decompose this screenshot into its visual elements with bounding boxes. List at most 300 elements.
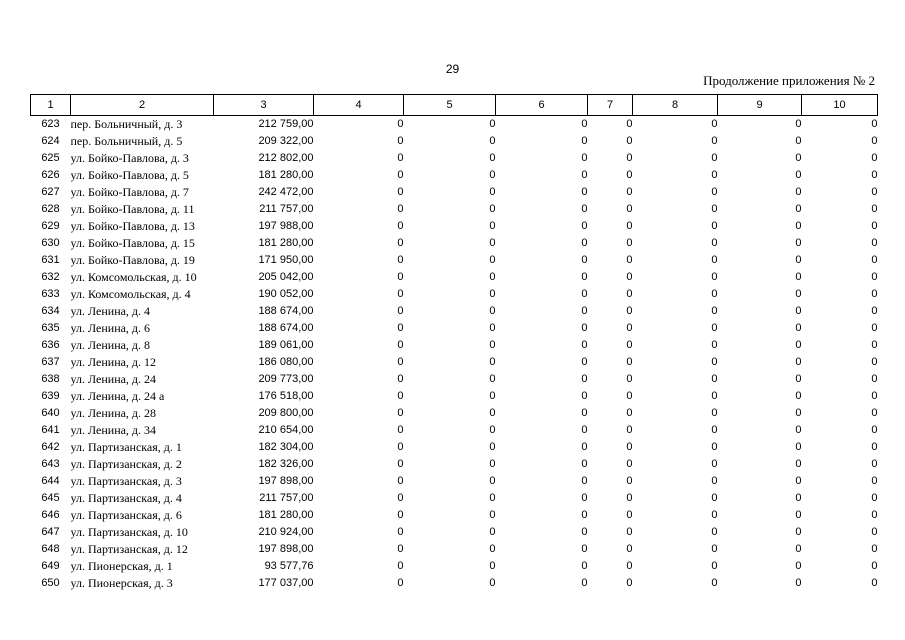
row-value-col-6: 0 <box>581 475 588 487</box>
row-sum: 212 759,00 <box>258 118 314 130</box>
row-sum: 209 322,00 <box>258 135 314 147</box>
row-value-col-8: 0 <box>711 424 718 436</box>
row-sum: 197 898,00 <box>258 543 314 555</box>
row-address: ул. Бойко-Павлова, д. 13 <box>70 219 195 233</box>
row-number: 646 <box>41 509 60 521</box>
row-value-col-6: 0 <box>581 339 588 351</box>
row-address: ул. Бойко-Павлова, д. 15 <box>70 236 195 250</box>
table-row <box>31 575 878 592</box>
row-value-col-9: 0 <box>795 577 802 589</box>
row-value-col-8: 0 <box>711 237 718 249</box>
row-number: 649 <box>41 560 60 572</box>
row-number: 630 <box>41 237 60 249</box>
row-value-col-6: 0 <box>581 356 588 368</box>
row-number: 623 <box>41 118 60 130</box>
row-value-col-6: 0 <box>581 407 588 419</box>
row-number: 624 <box>41 135 60 147</box>
row-address: ул. Ленина, д. 8 <box>70 338 151 352</box>
table-row <box>31 286 878 303</box>
row-sum: 210 654,00 <box>258 424 314 436</box>
row-value-col-8: 0 <box>711 407 718 419</box>
column-header-3: 3 <box>214 95 314 116</box>
row-value-col-8: 0 <box>711 135 718 147</box>
row-address: ул. Ленина, д. 34 <box>70 423 157 437</box>
row-value-col-4: 0 <box>397 169 404 181</box>
table-row <box>31 439 878 456</box>
row-value-col-5: 0 <box>489 135 496 147</box>
row-value-col-4: 0 <box>397 560 404 572</box>
row-value-col-10: 0 <box>871 492 878 504</box>
row-value-col-5: 0 <box>489 203 496 215</box>
row-number: 637 <box>41 356 60 368</box>
row-value-col-4: 0 <box>397 271 404 283</box>
table-row <box>31 371 878 388</box>
row-value-col-10: 0 <box>871 509 878 521</box>
table-row <box>31 167 878 184</box>
row-address: ул. Пионерская, д. 1 <box>70 559 173 573</box>
row-value-col-4: 0 <box>397 322 404 334</box>
row-value-col-10: 0 <box>871 322 878 334</box>
row-sum: 190 052,00 <box>258 288 314 300</box>
row-value-col-4: 0 <box>397 203 404 215</box>
row-sum: 181 280,00 <box>258 237 314 249</box>
row-value-col-7: 0 <box>626 441 633 453</box>
row-value-col-10: 0 <box>871 186 878 198</box>
row-value-col-7: 0 <box>626 560 633 572</box>
row-address: ул. Бойко-Павлова, д. 3 <box>70 151 189 165</box>
row-value-col-7: 0 <box>626 152 633 164</box>
row-value-col-6: 0 <box>581 543 588 555</box>
row-number: 628 <box>41 203 60 215</box>
row-value-col-10: 0 <box>871 390 878 402</box>
row-value-col-6: 0 <box>581 135 588 147</box>
row-value-col-9: 0 <box>795 560 802 572</box>
row-value-col-10: 0 <box>871 424 878 436</box>
row-value-col-9: 0 <box>795 271 802 283</box>
row-value-col-7: 0 <box>626 407 633 419</box>
row-value-col-9: 0 <box>795 441 802 453</box>
row-number: 650 <box>41 577 60 589</box>
row-number: 625 <box>41 152 60 164</box>
row-number: 638 <box>41 373 60 385</box>
row-address: ул. Партизанская, д. 1 <box>70 440 182 454</box>
data-table <box>30 94 878 592</box>
row-value-col-6: 0 <box>581 118 588 130</box>
table-row <box>31 473 878 490</box>
row-value-col-7: 0 <box>626 271 633 283</box>
row-value-col-9: 0 <box>795 186 802 198</box>
row-value-col-5: 0 <box>489 322 496 334</box>
table-row <box>31 524 878 541</box>
row-value-col-6: 0 <box>581 441 588 453</box>
row-value-col-4: 0 <box>397 356 404 368</box>
row-address: ул. Партизанская, д. 3 <box>70 474 182 488</box>
row-address: ул. Ленина, д. 24 <box>70 372 157 386</box>
row-value-col-9: 0 <box>795 220 802 232</box>
row-value-col-9: 0 <box>795 373 802 385</box>
row-address: ул. Ленина, д. 6 <box>70 321 151 335</box>
row-value-col-7: 0 <box>626 492 633 504</box>
row-sum: 209 773,00 <box>258 373 314 385</box>
column-header-5: 5 <box>404 95 496 116</box>
row-value-col-5: 0 <box>489 509 496 521</box>
row-value-col-7: 0 <box>626 169 633 181</box>
row-value-col-10: 0 <box>871 560 878 572</box>
row-value-col-8: 0 <box>711 475 718 487</box>
row-value-col-8: 0 <box>711 509 718 521</box>
row-value-col-7: 0 <box>626 424 633 436</box>
row-value-col-8: 0 <box>711 288 718 300</box>
row-value-col-10: 0 <box>871 254 878 266</box>
row-value-col-5: 0 <box>489 492 496 504</box>
row-value-col-10: 0 <box>871 339 878 351</box>
row-sum: 242 472,00 <box>258 186 314 198</box>
row-value-col-6: 0 <box>581 577 588 589</box>
column-header-7: 7 <box>588 95 633 116</box>
row-number: 627 <box>41 186 60 198</box>
row-value-col-9: 0 <box>795 458 802 470</box>
row-value-col-5: 0 <box>489 169 496 181</box>
row-value-col-8: 0 <box>711 169 718 181</box>
row-address: ул. Бойко-Павлова, д. 7 <box>70 185 189 199</box>
row-sum: 93 577,76 <box>264 560 314 572</box>
row-value-col-5: 0 <box>489 407 496 419</box>
table-row <box>31 303 878 320</box>
row-value-col-5: 0 <box>489 356 496 368</box>
row-sum: 205 042,00 <box>258 271 314 283</box>
row-value-col-9: 0 <box>795 322 802 334</box>
table-row <box>31 116 878 134</box>
row-sum: 176 518,00 <box>258 390 314 402</box>
row-value-col-7: 0 <box>626 305 633 317</box>
row-value-col-8: 0 <box>711 271 718 283</box>
row-value-col-4: 0 <box>397 305 404 317</box>
row-value-col-7: 0 <box>626 475 633 487</box>
row-value-col-4: 0 <box>397 458 404 470</box>
table-row <box>31 507 878 524</box>
row-value-col-7: 0 <box>626 237 633 249</box>
row-address: ул. Ленина, д. 12 <box>70 355 157 369</box>
row-value-col-4: 0 <box>397 509 404 521</box>
row-sum: 197 988,00 <box>258 220 314 232</box>
row-value-col-9: 0 <box>795 526 802 538</box>
row-address: ул. Комсомольская, д. 4 <box>70 287 191 301</box>
row-value-col-10: 0 <box>871 203 878 215</box>
row-value-col-8: 0 <box>711 186 718 198</box>
row-value-col-7: 0 <box>626 220 633 232</box>
row-value-col-9: 0 <box>795 237 802 249</box>
row-address: ул. Пионерская, д. 3 <box>70 576 173 590</box>
table-row <box>31 184 878 201</box>
row-address: ул. Ленина, д. 28 <box>70 406 157 420</box>
row-value-col-5: 0 <box>489 441 496 453</box>
row-value-col-6: 0 <box>581 254 588 266</box>
row-value-col-8: 0 <box>711 526 718 538</box>
row-sum: 188 674,00 <box>258 322 314 334</box>
row-value-col-5: 0 <box>489 118 496 130</box>
row-number: 648 <box>41 543 60 555</box>
row-value-col-9: 0 <box>795 135 802 147</box>
row-value-col-4: 0 <box>397 492 404 504</box>
row-value-col-6: 0 <box>581 373 588 385</box>
table-row <box>31 558 878 575</box>
row-value-col-7: 0 <box>626 543 633 555</box>
row-value-col-7: 0 <box>626 322 633 334</box>
row-number: 629 <box>41 220 60 232</box>
row-value-col-9: 0 <box>795 305 802 317</box>
table-row <box>31 541 878 558</box>
row-value-col-9: 0 <box>795 339 802 351</box>
row-value-col-9: 0 <box>795 543 802 555</box>
row-sum: 186 080,00 <box>258 356 314 368</box>
row-value-col-9: 0 <box>795 152 802 164</box>
row-value-col-9: 0 <box>795 288 802 300</box>
row-number: 639 <box>41 390 60 402</box>
row-sum: 211 757,00 <box>259 492 314 504</box>
row-value-col-4: 0 <box>397 424 404 436</box>
row-value-col-5: 0 <box>489 152 496 164</box>
row-value-col-5: 0 <box>489 254 496 266</box>
row-value-col-9: 0 <box>795 407 802 419</box>
row-address: ул. Партизанская, д. 4 <box>70 491 182 505</box>
row-value-col-6: 0 <box>581 560 588 572</box>
row-value-col-6: 0 <box>581 169 588 181</box>
table-header <box>31 95 878 116</box>
row-sum: 212 802,00 <box>258 152 314 164</box>
row-address: ул. Партизанская, д. 12 <box>70 542 188 556</box>
row-value-col-8: 0 <box>711 373 718 385</box>
row-value-col-10: 0 <box>871 526 878 538</box>
row-address: ул. Бойко-Павлова, д. 5 <box>70 168 189 182</box>
row-value-col-9: 0 <box>795 254 802 266</box>
row-value-col-6: 0 <box>581 203 588 215</box>
row-value-col-10: 0 <box>871 271 878 283</box>
row-number: 647 <box>41 526 60 538</box>
row-value-col-8: 0 <box>711 441 718 453</box>
row-value-col-6: 0 <box>581 288 588 300</box>
row-address: ул. Комсомольская, д. 10 <box>70 270 197 284</box>
row-value-col-8: 0 <box>711 203 718 215</box>
appendix-caption: Продолжение приложения № 2 <box>703 73 875 88</box>
row-value-col-8: 0 <box>711 118 718 130</box>
row-value-col-8: 0 <box>711 492 718 504</box>
row-value-col-10: 0 <box>871 407 878 419</box>
row-value-col-8: 0 <box>711 254 718 266</box>
row-value-col-7: 0 <box>626 373 633 385</box>
row-sum: 211 757,00 <box>259 203 314 215</box>
row-sum: 171 950,00 <box>258 254 314 266</box>
table-row <box>31 252 878 269</box>
table-row <box>31 269 878 286</box>
table-row <box>31 320 878 337</box>
row-value-col-5: 0 <box>489 186 496 198</box>
row-value-col-7: 0 <box>626 526 633 538</box>
row-value-col-7: 0 <box>626 254 633 266</box>
row-address: ул. Бойко-Павлова, д. 11 <box>70 202 195 216</box>
row-value-col-6: 0 <box>581 424 588 436</box>
column-header-2: 2 <box>71 95 214 116</box>
row-number: 626 <box>41 169 60 181</box>
row-number: 631 <box>41 254 60 266</box>
row-value-col-9: 0 <box>795 356 802 368</box>
row-value-col-10: 0 <box>871 288 878 300</box>
row-value-col-8: 0 <box>711 458 718 470</box>
page-number: 29 <box>445 62 460 76</box>
row-value-col-4: 0 <box>397 152 404 164</box>
row-sum: 182 326,00 <box>258 458 314 470</box>
row-address: пер. Больничный, д. 3 <box>70 117 183 131</box>
row-value-col-4: 0 <box>397 135 404 147</box>
table-row <box>31 235 878 252</box>
row-value-col-10: 0 <box>871 135 878 147</box>
row-sum: 189 061,00 <box>258 339 314 351</box>
row-sum: 197 898,00 <box>258 475 314 487</box>
row-value-col-5: 0 <box>489 288 496 300</box>
row-value-col-10: 0 <box>871 118 878 130</box>
row-value-col-8: 0 <box>711 322 718 334</box>
column-header-9: 9 <box>718 95 802 116</box>
row-value-col-8: 0 <box>711 577 718 589</box>
row-value-col-7: 0 <box>626 356 633 368</box>
row-value-col-4: 0 <box>397 373 404 385</box>
row-value-col-5: 0 <box>489 339 496 351</box>
column-header-8: 8 <box>633 95 718 116</box>
row-value-col-7: 0 <box>626 118 633 130</box>
row-value-col-4: 0 <box>397 118 404 130</box>
row-value-col-7: 0 <box>626 135 633 147</box>
row-value-col-10: 0 <box>871 169 878 181</box>
table-row <box>31 354 878 371</box>
row-number: 634 <box>41 305 60 317</box>
row-value-col-4: 0 <box>397 237 404 249</box>
row-value-col-10: 0 <box>871 305 878 317</box>
table-row <box>31 405 878 422</box>
row-value-col-4: 0 <box>397 220 404 232</box>
row-address: ул. Ленина, д. 4 <box>70 304 151 318</box>
row-value-col-10: 0 <box>871 441 878 453</box>
row-address: ул. Ленина, д. 24 а <box>70 389 165 403</box>
table-row <box>31 422 878 439</box>
row-number: 632 <box>41 271 60 283</box>
column-header-6: 6 <box>496 95 588 116</box>
row-number: 633 <box>41 288 60 300</box>
row-value-col-4: 0 <box>397 186 404 198</box>
row-number: 645 <box>41 492 60 504</box>
row-value-col-6: 0 <box>581 305 588 317</box>
row-value-col-5: 0 <box>489 424 496 436</box>
row-value-col-4: 0 <box>397 475 404 487</box>
row-value-col-9: 0 <box>795 390 802 402</box>
row-value-col-4: 0 <box>397 288 404 300</box>
row-value-col-4: 0 <box>397 339 404 351</box>
table-row <box>31 218 878 235</box>
row-value-col-10: 0 <box>871 543 878 555</box>
row-value-col-8: 0 <box>711 220 718 232</box>
row-value-col-9: 0 <box>795 475 802 487</box>
row-value-col-10: 0 <box>871 220 878 232</box>
row-value-col-6: 0 <box>581 509 588 521</box>
row-value-col-4: 0 <box>397 543 404 555</box>
row-sum: 181 280,00 <box>258 169 314 181</box>
row-value-col-4: 0 <box>397 441 404 453</box>
row-value-col-8: 0 <box>711 560 718 572</box>
row-value-col-5: 0 <box>489 526 496 538</box>
row-value-col-8: 0 <box>711 305 718 317</box>
row-address: ул. Партизанская, д. 6 <box>70 508 182 522</box>
table-row <box>31 388 878 405</box>
row-value-col-6: 0 <box>581 237 588 249</box>
row-value-col-9: 0 <box>795 424 802 436</box>
row-value-col-5: 0 <box>489 305 496 317</box>
row-sum: 188 674,00 <box>258 305 314 317</box>
row-number: 642 <box>41 441 60 453</box>
row-value-col-6: 0 <box>581 492 588 504</box>
row-value-col-10: 0 <box>871 373 878 385</box>
table-row <box>31 133 878 150</box>
row-value-col-7: 0 <box>626 339 633 351</box>
row-value-col-6: 0 <box>581 322 588 334</box>
column-header-10: 10 <box>802 95 878 116</box>
header-row <box>31 95 878 116</box>
row-value-col-4: 0 <box>397 254 404 266</box>
row-address: пер. Больничный, д. 5 <box>70 134 183 148</box>
row-value-col-10: 0 <box>871 152 878 164</box>
row-number: 643 <box>41 458 60 470</box>
row-value-col-8: 0 <box>711 390 718 402</box>
row-sum: 177 037,00 <box>258 577 314 589</box>
row-value-col-7: 0 <box>626 390 633 402</box>
row-number: 644 <box>41 475 60 487</box>
row-value-col-7: 0 <box>626 203 633 215</box>
row-value-col-10: 0 <box>871 475 878 487</box>
row-value-col-10: 0 <box>871 356 878 368</box>
row-value-col-9: 0 <box>795 169 802 181</box>
row-value-col-6: 0 <box>581 152 588 164</box>
row-value-col-8: 0 <box>711 152 718 164</box>
row-value-col-9: 0 <box>795 203 802 215</box>
row-value-col-6: 0 <box>581 271 588 283</box>
row-value-col-5: 0 <box>489 543 496 555</box>
row-value-col-5: 0 <box>489 271 496 283</box>
row-value-col-5: 0 <box>489 220 496 232</box>
row-sum: 210 924,00 <box>258 526 314 538</box>
row-value-col-6: 0 <box>581 186 588 198</box>
row-value-col-10: 0 <box>871 577 878 589</box>
table-row <box>31 456 878 473</box>
table-body <box>31 116 878 593</box>
row-value-col-6: 0 <box>581 390 588 402</box>
row-value-col-10: 0 <box>871 237 878 249</box>
row-value-col-6: 0 <box>581 526 588 538</box>
row-address: ул. Бойко-Павлова, д. 19 <box>70 253 195 267</box>
row-value-col-4: 0 <box>397 407 404 419</box>
row-value-col-5: 0 <box>489 373 496 385</box>
row-sum: 181 280,00 <box>258 509 314 521</box>
row-value-col-5: 0 <box>489 577 496 589</box>
row-value-col-4: 0 <box>397 526 404 538</box>
row-value-col-7: 0 <box>626 288 633 300</box>
row-value-col-5: 0 <box>489 237 496 249</box>
row-value-col-9: 0 <box>795 118 802 130</box>
row-value-col-5: 0 <box>489 458 496 470</box>
row-value-col-4: 0 <box>397 577 404 589</box>
row-sum: 209 800,00 <box>258 407 314 419</box>
row-number: 635 <box>41 322 60 334</box>
row-number: 640 <box>41 407 60 419</box>
row-value-col-5: 0 <box>489 390 496 402</box>
row-value-col-6: 0 <box>581 220 588 232</box>
row-address: ул. Партизанская, д. 2 <box>70 457 182 471</box>
